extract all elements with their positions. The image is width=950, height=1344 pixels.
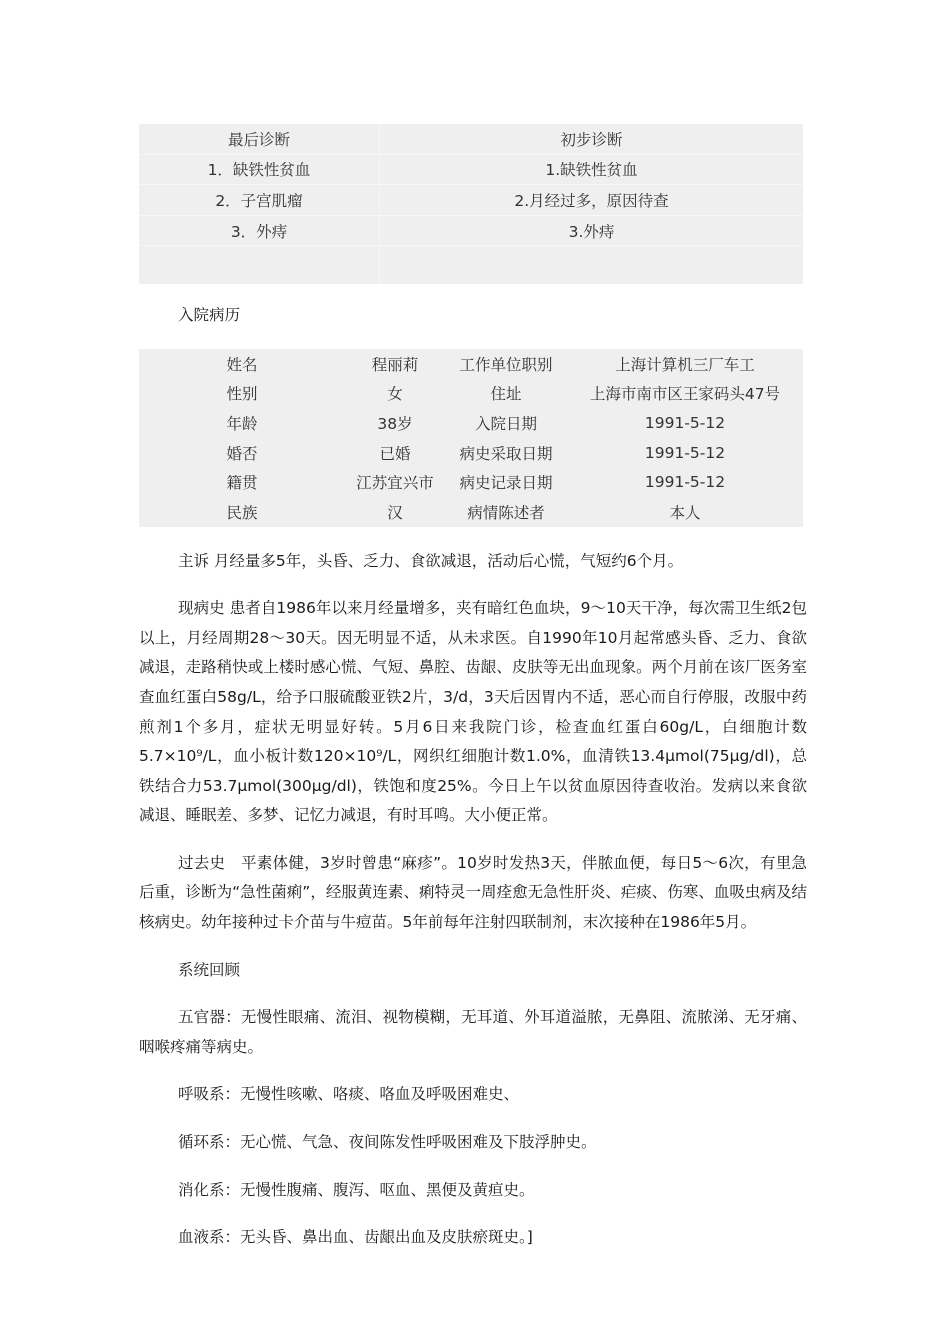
- table-cell: 1．缺铁性贫血: [139, 154, 380, 185]
- table-cell: 1991-5-12: [644, 413, 726, 432]
- table-cell: 病情陈述者: [467, 503, 545, 522]
- table-row: [139, 379, 803, 409]
- table-row: [139, 246, 803, 285]
- table-cell: 上海市南市区王家码头47号: [589, 385, 781, 404]
- blood-review: 血液系：无头昏、鼻出血、齿龈出血及皮肤瘀斑史。]: [178, 1228, 533, 1247]
- table-cell: [380, 246, 804, 285]
- past-history: 过去史 平素体健，3岁时曾患“麻疹”。10岁时发热3天，伴脓血便，每日5～6次，有里急后重，诊断为“急性菌痢”，经服黄连素、痢特灵一周痊愈无急性肝炎、疟痰、伤寒、血吸虫病及结核病史。幼年接种过卡介苗与牛痘苗。5年前每年注射四联制剂，末次接种在1986年5月。: [139, 853, 807, 932]
- circulatory-review: 循环系：无心慌、气急、夜间陈发性呼吸困难及下肢浮肿史。: [178, 1133, 597, 1152]
- table-cell: [139, 246, 380, 285]
- table-cell: 住址: [490, 385, 522, 404]
- table-cell: 民族: [226, 503, 258, 522]
- table-cell: 上海计算机三厂车工: [615, 355, 755, 374]
- table-row: [139, 185, 803, 216]
- table-cell: 1.缺铁性贫血: [380, 154, 804, 185]
- table-cell: 38岁: [377, 414, 413, 433]
- chief-complaint: 主诉 月经量多5年，头昏、乏力、食欲减退，活动后心慌，气短约6个月。: [178, 551, 684, 570]
- table-cell: 3．外痔: [139, 215, 380, 246]
- document-page: [139, 124, 807, 1253]
- table-cell: 已婚: [379, 444, 411, 463]
- table-cell: 工作单位职别: [459, 355, 553, 374]
- table-cell: 3.外痔: [380, 215, 804, 246]
- table-cell: 病史记录日期: [459, 474, 553, 493]
- table-cell: 女: [387, 385, 403, 404]
- diagnosis-table: [139, 124, 803, 284]
- table-cell: 年龄: [226, 414, 258, 433]
- table-cell: 性别: [226, 385, 258, 404]
- table-cell: 病史采取日期: [459, 444, 553, 463]
- table-row: [139, 349, 803, 379]
- table-cell: 程丽莉: [371, 355, 419, 374]
- admission-title: 入院病历: [178, 306, 241, 325]
- table-header: 最后诊断: [139, 124, 380, 154]
- present-illness: 现病史 患者自1986年以来月经量增多，夹有暗红色血块，9～10天干净，每次需卫生纸2包以上，月经周期28～30天。因无明显不适，从未求医。自1990年10月起常感头昏、乏力、食欲减退，走路稍快或上楼时感心慌、气短、鼻腔、齿龈、皮肤等无出血现象。两个月前在该厂医务室查血红蛋白58g/L，给予口服硫酸亚铁2片，3/d，3天后因胃内不适，恶心而自行停服，改服中药煎剂1个多月，症状无明显好转。5月6日来我院门诊，检查血红蛋白60g/L，白细胞计数5.7×10⁹/L，血小板计数120×10⁹/L，网织红细胞计数1.0%，血清铁13.4μmol(75μg/dl)，总铁结合力53.7μmol(300μg/dl)，铁饱和度25%。今日上午以贫血原因待查收治。发病以来食欲减退、睡眠差、多梦、记忆力减退，有时耳鸣。大小便正常。: [139, 599, 807, 825]
- table-cell: 汉: [387, 503, 403, 522]
- table-cell: 2．子宫肌瘤: [139, 185, 380, 216]
- table-cell: 江苏宜兴市: [356, 474, 434, 493]
- table-row: [139, 438, 803, 468]
- table-row: [139, 497, 803, 527]
- table-row: [139, 408, 803, 438]
- table-cell: 1991-5-12: [644, 443, 726, 462]
- table-header: 初步诊断: [380, 124, 804, 154]
- table-cell: 2.月经过多，原因待查: [380, 185, 804, 216]
- table-cell: 姓名: [226, 355, 258, 374]
- system-review-title: 系统回顾: [178, 960, 241, 979]
- respiratory-review: 呼吸系：无慢性咳嗽、咯痰、咯血及呼吸困难史、: [178, 1085, 520, 1104]
- table-cell: 入院日期: [474, 414, 537, 433]
- table-row: [139, 124, 803, 154]
- digestive-review: 消化系：无慢性腹痛、腹泻、呕血、黑便及黄疸史。: [178, 1180, 535, 1199]
- table-row: [139, 467, 803, 497]
- table-row: [139, 154, 803, 185]
- admission-table: [139, 349, 803, 527]
- table-cell: 籍贯: [226, 474, 258, 493]
- table-cell: 1991-5-12: [644, 473, 726, 492]
- table-cell: 婚否: [226, 444, 258, 463]
- table-row: [139, 215, 803, 246]
- ent-review: 五官器：无慢性眼痛、流泪、视物模糊，无耳道、外耳道溢脓，无鼻阻、流脓涕、无牙痛、咽喉疼痛等病史。: [139, 1008, 807, 1056]
- table-cell: 本人: [669, 503, 701, 522]
